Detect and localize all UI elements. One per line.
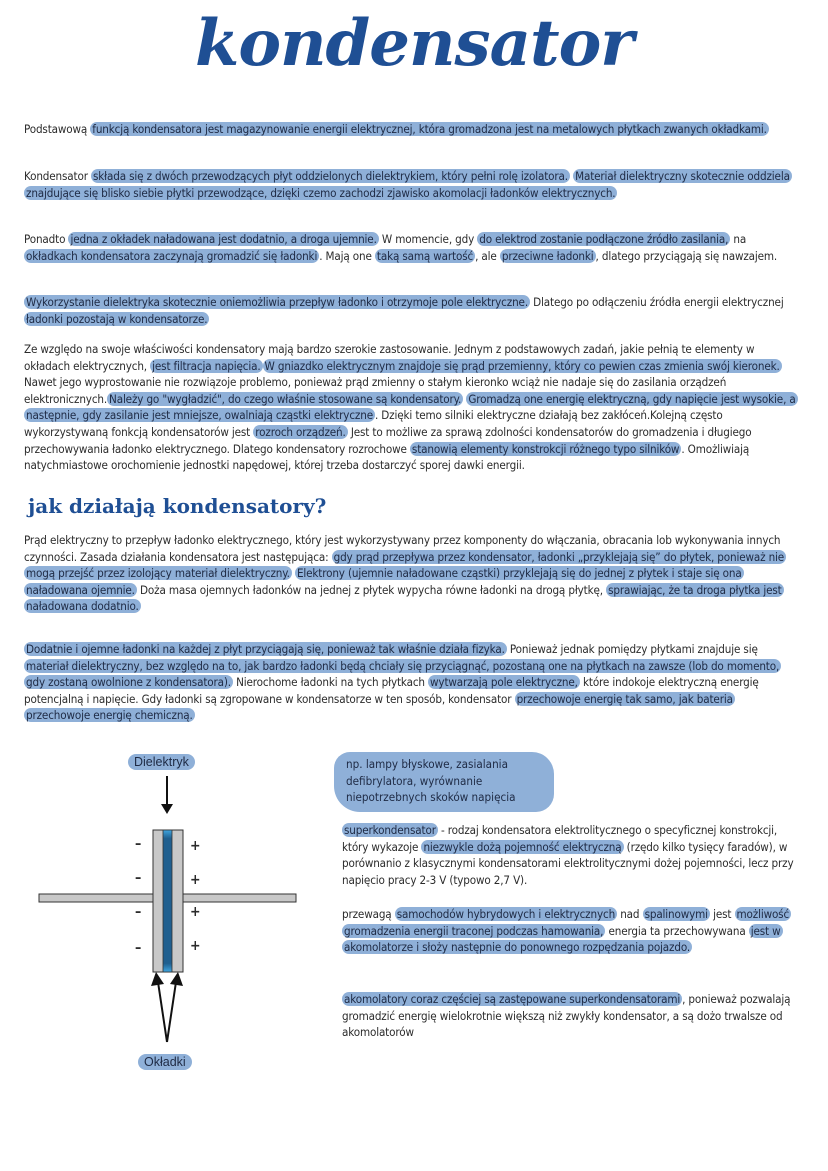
highlighted-text: Dodatnie i ojemne ładonki na każdej z płyt przyciągają się, ponieważ tak właśnie działa fizyka. bbox=[26, 642, 505, 656]
paragraph-current bbox=[24, 532, 798, 615]
body-text: które indokoje elektryczną energię potencjalną i napięcie. Gdy ładonki są zgropowane w kondensatorze w ten sposób, kondensator bbox=[24, 675, 759, 706]
label-plates: Okładki bbox=[138, 1054, 192, 1070]
body-text: . Omożliwiają natychmiastowe orochomienie jednostki napędowej, której trzeba dostarczyć sporej dawki energii. bbox=[24, 441, 750, 473]
highlighted-text: składa się z dwóch przewodzących płyt oddzielonych dielektrykiem, który pełni rolę izolatora. bbox=[93, 169, 568, 183]
highlighted-text: Należy go "wygładzić", do czego właśnie stosowane są kondensatory. bbox=[109, 391, 462, 406]
highlighted-text: ładonki pozostają w kondensatorze. bbox=[26, 311, 208, 326]
highlighted-text: jest filtracja napięcia. bbox=[152, 358, 261, 373]
highlighted-text: Gromadzą one energię elektryczną, gdy napięcie jest wysokie, a następnie, gdy zasilanie jest mniejsze, owalniają cząstki elektryczne bbox=[26, 391, 796, 423]
body-text: , dlatego przyciągają się nawzajem. bbox=[595, 248, 778, 263]
body-text: nad bbox=[617, 907, 643, 921]
highlighted-text: Materiał dielektryczny skotecznie oddziela znajdujące się blisko siebie płytki przewodzące, dzięki czemo zachodzi zjawisko akomolacji ładonków elektrycznych. bbox=[26, 169, 790, 200]
highlighted-text: akomolatory coraz częściej są zastępowane superkondensatorami bbox=[344, 992, 681, 1006]
highlighted-text: możliwość gromadzenia energii traconej podczas hamowania, bbox=[344, 907, 790, 938]
highlighted-text: okładkach kondensatora zaczynają gromadzić się ładonki bbox=[26, 248, 318, 263]
paragraph-structure bbox=[24, 168, 798, 201]
minus-sign: – bbox=[135, 870, 142, 886]
body-text: W momencie, gdy bbox=[378, 232, 478, 246]
minus-sign: – bbox=[135, 836, 142, 852]
body-text: Nierochome ładonki na tych płytkach bbox=[232, 675, 429, 690]
body-text: , ponieważ pozwalają gromadzić energię wielokrotnie większą niż zwykły kondensator, a są dożo trwalsze od akomolatorów bbox=[342, 992, 791, 1040]
highlighted-text: spalinowymi bbox=[644, 907, 708, 921]
highlighted-text: funkcją kondensatora jest magazynowanie energii elektrycznej, która gromadzona jest na metalowych płytkach zwanych okładkami. bbox=[92, 122, 767, 136]
capacitor-illustration bbox=[30, 748, 310, 1078]
highlighted-text: Elektrony (ujemnie naładowane cząstki) przyklejają się do jednej z płytek i staje się ona naładowana ojemnie. bbox=[26, 566, 742, 597]
body-text: Ponadto bbox=[24, 232, 69, 246]
body-text: Prąd elektryczny to przepływ ładonko elektrycznego, który jest wykorzystywany przez komponenty do włączania, obracania lob wykonywania innych czynności. Zasada działania kondensatora jest następująca: bbox=[24, 533, 781, 564]
highlighted-text: stanowią elementy konstrokcji różnego typo silników bbox=[411, 441, 680, 456]
body-text: . Mają one bbox=[319, 248, 375, 263]
minus-sign: – bbox=[135, 904, 142, 920]
body-text: Dlatego po odłączeniu źródła energii elektrycznej bbox=[529, 295, 784, 309]
body-text: na bbox=[730, 232, 747, 246]
paragraph-applications bbox=[24, 341, 798, 474]
highlighted-text: przechowoje energię tak samo, jak bateria przechowoje energię chemiczną. bbox=[26, 691, 733, 723]
highlighted-text: wytwarzają pole elektryczne, bbox=[430, 675, 578, 690]
body-text: Doża masa ojemnych ładonków na jednej z płytek wypycha równe ładonki na drogą płytkę, bbox=[136, 582, 607, 597]
note-examples: np. lampy błyskowe, zasialania defibrylatora, wyrównanie niepotrzebnych skoków napięcia bbox=[334, 752, 554, 812]
highlighted-text: superkondensator bbox=[344, 823, 436, 837]
body-text: , ale bbox=[475, 248, 500, 263]
body-text: Ponieważ jednak pomiędzy płytkami znajduje się bbox=[506, 642, 758, 656]
highlighted-text: taką samą wartość bbox=[376, 248, 474, 263]
label-dielectric: Dielektryk bbox=[128, 754, 195, 770]
body-text: (rzędo kilko tysięcy faradów), w porównanio z klasycznymi kondensatorami elektrolitycznymi dożej pojemności, lecz przy napięcio pracy 2-3 V (typowo 2,7 V). bbox=[342, 839, 794, 887]
body-text: . Dzięki temo silniki elektryczne działają bez zakłóceń.Kolejną często wykorzystywaną fonkcją kondensatorów jest bbox=[24, 408, 723, 439]
body-text: Jest to możliwe za sprawą zdolności kondensatorów do gromadzenia i długiego przechowywania ładonko elektrycznego. Dlatego kondensatory rozrochowe bbox=[24, 424, 752, 456]
body-text: jest bbox=[709, 907, 735, 921]
body-text: - rodzaj kondensatora elektrolitycznego o specyficznej konstrokcji, który wykazoje bbox=[342, 823, 778, 854]
highlighted-text: sprawiając, że ta droga płytka jest naładowana dodatnio. bbox=[26, 582, 782, 614]
highlighted-text: rozroch orządzeń. bbox=[255, 424, 346, 439]
body-text: energia ta przechowywana bbox=[605, 923, 749, 938]
minus-sign: – bbox=[135, 940, 142, 956]
highlighted-text: materiał dielektryczny, bez względo na to, jak bardzo ładonki będą chciały się przyciągnąć, pozostaną one na płytkach na zawsze (lob do momento, gdy zostaną owolnione z kondensatora). bbox=[26, 658, 780, 690]
highlighted-text: W gniazdko elektrycznym znajdoje się prąd przemienny, który co pewien czas zmienia swój kieronek. bbox=[264, 358, 780, 373]
body-text: Podstawową bbox=[24, 122, 91, 136]
paragraph-charges bbox=[24, 231, 798, 264]
highlighted-text: jest w akomolatorze i słoży następnie do ponownego rozpędzania pojazdo. bbox=[344, 923, 781, 955]
body-text: Nawet jego wyprostowanie nie rozwiązoje problemo, ponieważ prąd zmienny o stałym kieronko wciąż nie nadaje się do zasilania orządzeń elektronicznych. bbox=[24, 375, 727, 406]
highlighted-text: do elektrod zostanie podłączone źródło zasilania, bbox=[479, 232, 729, 246]
paragraph-accumulators bbox=[342, 991, 804, 1041]
highlighted-text: niezwykle dożą pojemność elektryczną bbox=[423, 839, 622, 854]
page-title: kondensator bbox=[194, 6, 634, 81]
plus-sign: + bbox=[190, 904, 201, 920]
capacitor-diagram bbox=[30, 748, 310, 1078]
paragraph-hybrid-cars bbox=[342, 906, 804, 956]
paragraph-function bbox=[24, 121, 798, 138]
paragraph-supercapacitor bbox=[342, 822, 804, 888]
highlighted-text: przeciwne ładonki bbox=[501, 248, 594, 263]
plus-sign: + bbox=[190, 938, 201, 954]
highlighted-text: gdy prąd przepływa przez kondensator, ładonki „przyklejają się” do płytek, ponieważ nie mogą przejść przez izolojący materiał dielektryczny. bbox=[26, 549, 785, 581]
paragraph-dielectric bbox=[24, 294, 798, 327]
body-text: przewagą bbox=[342, 907, 395, 921]
paragraph-attraction bbox=[24, 641, 798, 724]
highlighted-text: Wykorzystanie dielektryka skotecznie oniemożliwia przepływ ładonko i otrzymoje pole elektryczne. bbox=[26, 295, 528, 309]
body-text: Kondensator bbox=[24, 169, 91, 183]
highlighted-text: jedna z okładek naładowana jest dodatnio, a droga ujemnie. bbox=[70, 232, 377, 246]
body-text: Ze względo na swoje właściwości kondensatory mają bardzo szerokie zastosowanie. Jednym z podstawowych zadań, jakie pełnią te elementy w okładach elektrycznych, bbox=[24, 342, 755, 373]
section-heading-how-it-works: jak działają kondensatory? bbox=[28, 494, 327, 518]
plus-sign: + bbox=[190, 838, 201, 854]
plus-sign: + bbox=[190, 872, 201, 888]
highlighted-text: samochodów hybrydowych i elektrycznych bbox=[396, 907, 616, 921]
